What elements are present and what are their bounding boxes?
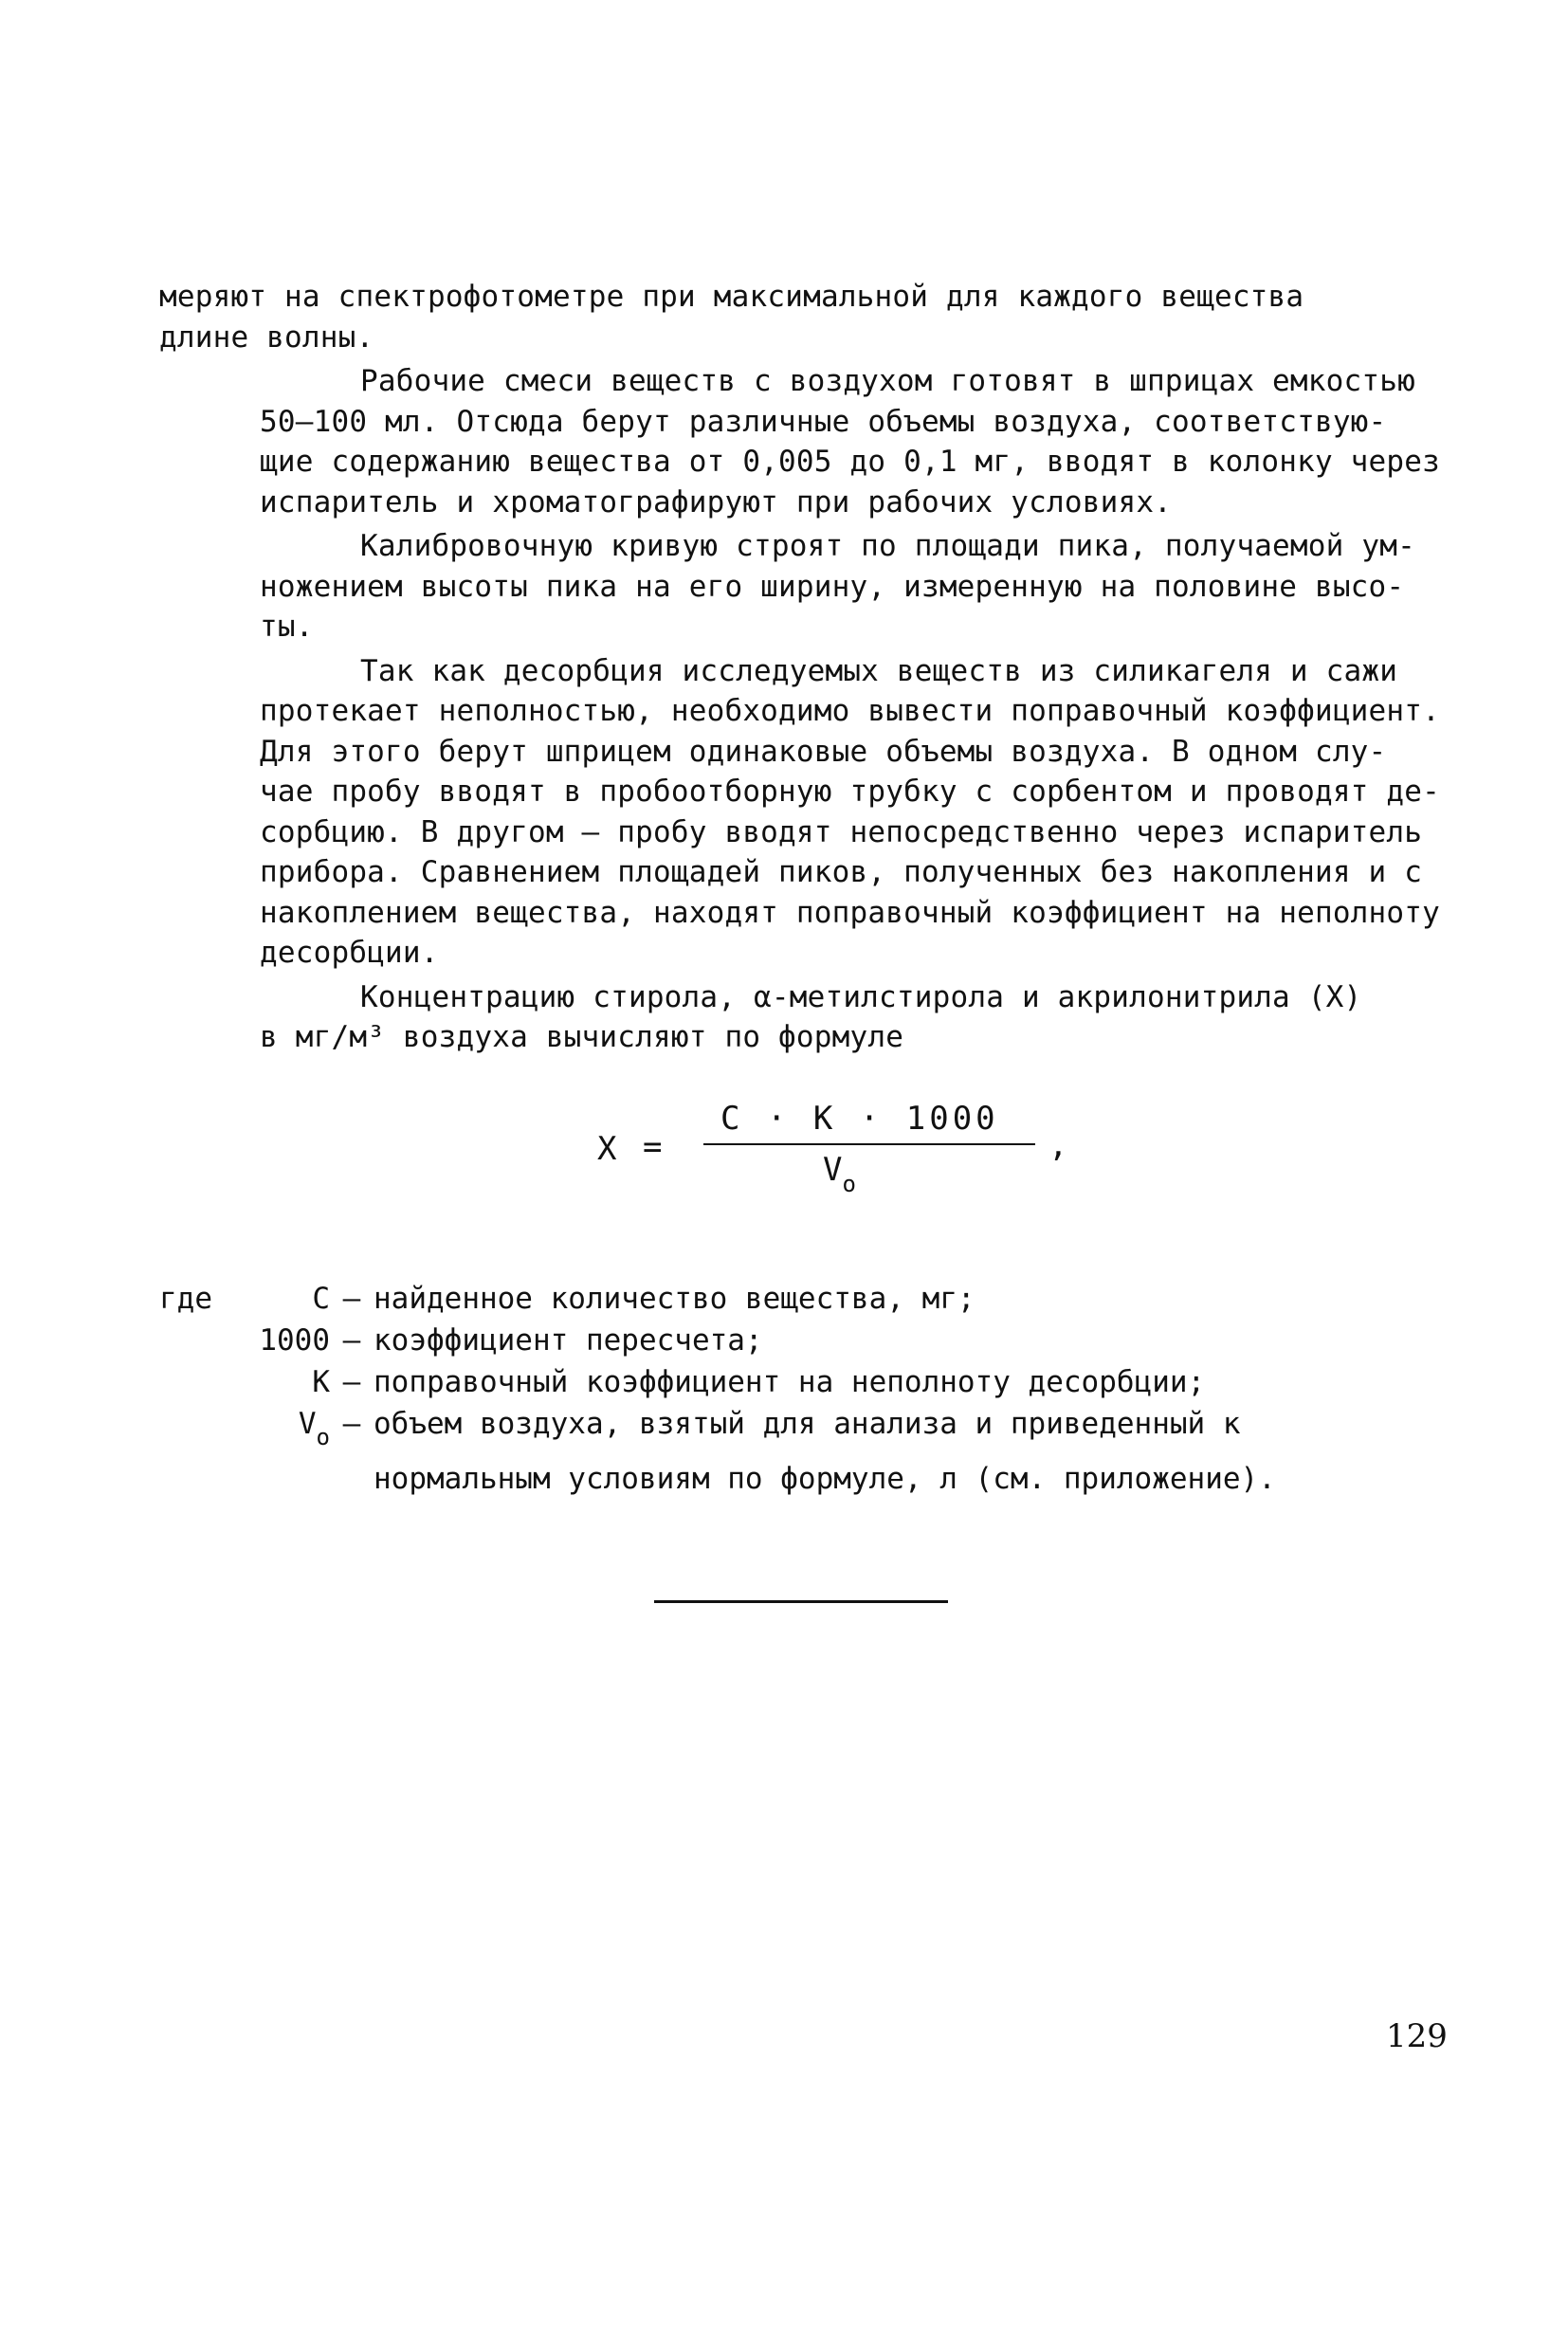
- definition-lead: [159, 1403, 235, 1458]
- definition-row: [159, 1361, 1439, 1403]
- formula-denominator: [823, 1151, 856, 1197]
- definition-lead: [159, 1320, 235, 1361]
- definition-symbol-main: 1000: [259, 1323, 330, 1358]
- definition-symbol-main: C: [312, 1282, 330, 1316]
- text-line: ножением высоты пика на его ширину, измеренную на половине высо-: [260, 569, 1405, 604]
- denominator-symbol: V: [823, 1151, 843, 1189]
- text-line: десорбции.: [260, 936, 439, 970]
- definition-symbol: [235, 1403, 330, 1458]
- formula-equals: =: [643, 1128, 663, 1166]
- paragraph: [159, 277, 1439, 357]
- paragraph: [159, 651, 1439, 974]
- definition-dash: [330, 1458, 374, 1500]
- definition-symbol-subscript: o: [316, 1424, 330, 1450]
- text-line: длине волны.: [159, 319, 374, 355]
- definition-lead: где: [159, 1282, 212, 1316]
- formula-definitions: [159, 1278, 1439, 1500]
- definition-symbol: [235, 1361, 330, 1403]
- definition-symbol: [235, 1278, 330, 1320]
- definition-row: [159, 1403, 1439, 1458]
- paragraph: [159, 361, 1439, 522]
- formula-numerator: C · K · 1000: [720, 1100, 999, 1138]
- definition-symbol: [235, 1458, 330, 1500]
- definition-text: объем воздуха, взятый для анализа и приведенный к: [374, 1407, 1241, 1441]
- text-line: прибора. Сравнением площадей пиков, полученных без накопления и с: [260, 855, 1423, 889]
- definition-row: [159, 1458, 1439, 1500]
- definition-dash: –: [342, 1323, 361, 1358]
- text-line: Так как десорбция исследуемых веществ из силикагеля и сажи: [360, 653, 1398, 688]
- end-divider: [654, 1600, 948, 1603]
- text-line: накоплением вещества, находят поправочный коэффициент на неполноту: [260, 895, 1440, 930]
- paragraph: [159, 526, 1439, 647]
- denominator-subscript: o: [842, 1171, 856, 1197]
- definition-symbol: [235, 1320, 330, 1361]
- definition-dash: –: [342, 1282, 361, 1316]
- fraction-bar: [703, 1143, 1035, 1145]
- page-number: 129: [1386, 2017, 1448, 2055]
- definition-row: [159, 1278, 1439, 1320]
- text-line: 50–100 мл. Отсюда берут различные объемы воздуха, соответствую-: [260, 404, 1387, 439]
- paragraph: [159, 977, 1439, 1058]
- text-line: Для этого берут шприцем одинаковые объемы воздуха. В одном слу-: [260, 734, 1387, 769]
- concentration-formula: [597, 1100, 1071, 1213]
- definition-text: поправочный коэффициент на неполноту десорбции;: [374, 1365, 1206, 1399]
- text-line: в мг/м³ воздуха вычисляют по формуле: [260, 1020, 904, 1054]
- text-line: сорбцию. В другом – пробу вводят непосредственно через испаритель: [260, 814, 1423, 849]
- text-line: испаритель и хроматографируют при рабочих условиях.: [260, 484, 1173, 520]
- text-line: щие содержанию вещества от 0,005 до 0,1 мг, вводят в колонку через: [260, 445, 1440, 479]
- definition-symbol-main: V: [298, 1407, 317, 1441]
- definition-text: нормальным условиям по формуле, л (см. приложение).: [374, 1462, 1276, 1496]
- definition-lead: [159, 1361, 235, 1403]
- text-line: меряют на спектрофотометре при максимальной для каждого вещества: [159, 280, 1304, 314]
- definition-symbol-main: K: [312, 1365, 330, 1399]
- definition-lead: [159, 1458, 235, 1500]
- text-line: Калибровочную кривую строят по площади пика, получаемой ум-: [360, 529, 1415, 563]
- text-line: Рабочие смеси веществ с воздухом готовят в шприцах емкостью: [360, 364, 1415, 398]
- definition-dash: –: [342, 1365, 361, 1399]
- text-line: чае пробу вводят в пробоотборную трубку с сорбентом и проводят де-: [260, 775, 1440, 809]
- text-line: ты.: [260, 610, 314, 644]
- text-line: Концентрацию стирола, α-метилстирола и акрилонитрила (X): [360, 979, 1362, 1014]
- text-line: протекает неполностью, необходимо вывести поправочный коэффициент.: [260, 694, 1440, 728]
- definition-text: найденное количество вещества, мг;: [374, 1282, 975, 1316]
- body-text: [159, 277, 1439, 1062]
- definition-text: коэффициент пересчета;: [374, 1323, 763, 1358]
- formula-lhs: X: [597, 1130, 617, 1168]
- definition-row: [159, 1320, 1439, 1361]
- definition-dash: –: [342, 1407, 361, 1441]
- formula-comma: ,: [1048, 1126, 1068, 1164]
